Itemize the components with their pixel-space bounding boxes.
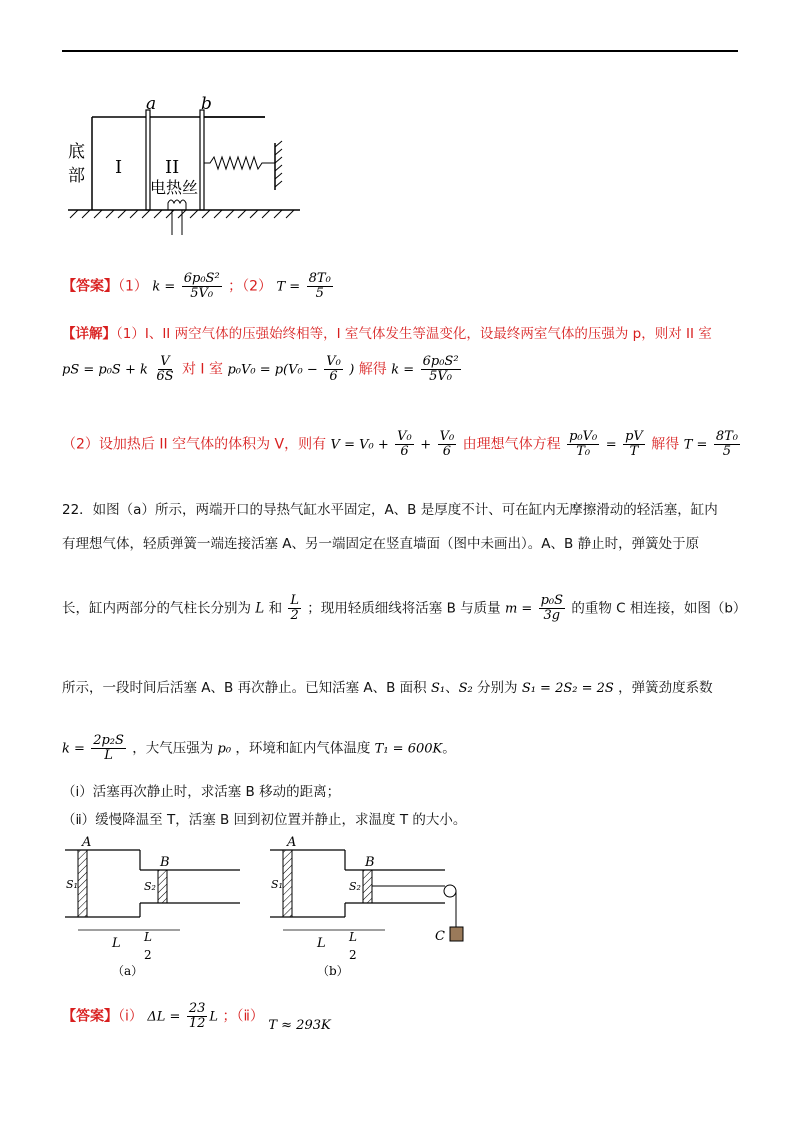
p0: p₀: [217, 741, 232, 757]
label-L-a: L: [112, 936, 121, 951]
figure-cylinder-heater: [60, 95, 300, 240]
frac-den: 5V₀: [429, 369, 452, 384]
frac-den: 12: [188, 1016, 206, 1031]
p3-and: 和: [268, 600, 283, 617]
answer2-sep: ；（ⅱ）: [222, 1008, 264, 1025]
detail-line1: [62, 322, 712, 342]
q22-para5: [62, 734, 456, 763]
k-lhs: k =: [391, 362, 415, 378]
v-frac1: [395, 430, 414, 459]
frac-num: 2p₂S: [93, 733, 124, 748]
frac-den: 5: [315, 286, 324, 301]
label-S1-b: S₁: [271, 878, 283, 891]
T-lhs: T =: [683, 437, 708, 453]
S2: S₂: [458, 681, 473, 696]
frac-num: V₀: [439, 429, 455, 444]
frac-den: 2: [290, 608, 299, 623]
label-L2-num-a: L: [144, 930, 152, 944]
label-L2-den-a: 2: [144, 948, 152, 962]
k-frac: [421, 355, 461, 384]
dun: 、: [445, 680, 459, 696]
eq2-frac: [324, 355, 343, 384]
frac-num: V₀: [397, 429, 412, 444]
frac-num: V₀: [326, 354, 341, 369]
v-frac2: [438, 430, 457, 459]
frac-num: 8T₀: [715, 429, 738, 444]
frac-den: T: [629, 444, 639, 459]
p3-frac: [288, 594, 301, 623]
to-room-I: 对 I 室: [181, 361, 223, 378]
m-lhs: m =: [504, 601, 533, 617]
frac-num: p₀V₀: [569, 429, 598, 444]
answer2-T: T ≈ 293K: [268, 1017, 331, 1033]
dL-frac: [187, 1002, 208, 1031]
detail-text1: （1）I、II 两空气体的压强始终相等，I 室气体发生等温变化，设最终两室气体的压强为 p，则对 II 室: [116, 326, 712, 342]
p5a: ，大气压强为: [132, 740, 214, 757]
answer-part1: （1）: [118, 278, 148, 295]
frac-den: 6: [329, 369, 338, 384]
frac-num: 6p₀S²: [183, 271, 220, 286]
p5c: 。: [442, 740, 456, 757]
detail-tag: 【详解】: [62, 326, 116, 342]
p3b: ；现用轻质细线将活塞 B 与质量: [307, 600, 501, 617]
q22-para3: [62, 594, 746, 623]
S1: S₁: [430, 681, 446, 696]
eq1: pS = p₀S + k: [62, 362, 148, 378]
answer1-k-lhs: k =: [152, 279, 176, 295]
label-B-a: B: [160, 855, 170, 870]
p4a: 所示，一段时间后活塞 A、B 再次静止。已知活塞 A、B 面积: [62, 680, 427, 696]
frac-den: 5V₀: [190, 286, 214, 301]
label-room-II: II: [165, 157, 180, 178]
answer-sep: ；（2）: [228, 278, 273, 295]
answer2-i: （ⅰ）: [118, 1008, 143, 1025]
label-S2-a: S₂: [144, 880, 156, 893]
k-lhs: k =: [62, 741, 85, 757]
q22-para1: 22．如图（a）所示，两端开口的导热气缸水平固定，A、B 是厚度不计、可在缸内无摩擦滑动的轻活塞，缸内: [62, 502, 718, 518]
frac-num: L: [290, 593, 299, 608]
frac-den: 3g: [543, 608, 561, 623]
eq2-close: ): [349, 362, 355, 378]
q22-sub-i: （ⅰ）活塞再次静止时，求活塞 B 移动的距离；: [62, 784, 341, 800]
q22-sub-ii: （ⅱ）缓慢降温至 T，活塞 B 回到初位置并静止，求温度 T 的大小。: [62, 812, 467, 828]
top-rule: [62, 50, 738, 52]
dL-lhs: ΔL =: [147, 1009, 181, 1025]
answer1-T-frac: [307, 272, 333, 301]
caption-a: （a）: [112, 964, 144, 978]
answer1-k-frac: [182, 272, 222, 301]
label-heater: 电热丝: [150, 178, 199, 197]
label-a: a: [146, 95, 157, 114]
plus: +: [420, 437, 432, 453]
frac-num: 6p₀S²: [422, 354, 459, 369]
solve-label-2: 解得: [651, 436, 680, 453]
ig-eq: =: [605, 437, 617, 453]
weight-C: [450, 927, 463, 941]
label-B-b: B: [365, 855, 375, 870]
label-base-1: 底: [68, 142, 85, 162]
frac-den: 5: [722, 444, 732, 459]
p3a: 长，缸内两部分的气柱长分别为: [62, 600, 251, 617]
T-frac: [714, 430, 740, 459]
frac-num: pV: [625, 429, 643, 444]
T1: T₁ = 600K: [374, 741, 443, 757]
k-frac: [91, 734, 126, 763]
detail-eq-line: [62, 355, 463, 384]
label-L-b: L: [317, 936, 326, 951]
frac-den: 6: [442, 444, 452, 459]
p4c: ，弹簧劲度系数: [618, 680, 713, 696]
frac-num: V: [160, 354, 170, 369]
ig-frac1: [567, 430, 599, 459]
solve-label: 解得: [358, 361, 387, 378]
frac-den: L: [104, 748, 113, 763]
figure-pistons-ab: [60, 835, 480, 980]
label-S2-b: S₂: [349, 880, 361, 893]
dL-L: L: [209, 1009, 219, 1025]
frac-num: 23: [188, 1001, 206, 1016]
answer1-T-lhs: T =: [276, 279, 301, 295]
frac-num: 8T₀: [308, 271, 331, 286]
answer-tag: 【答案】: [62, 278, 118, 295]
ideal-gas-label: 由理想气体方程: [462, 436, 561, 453]
label-room-I: I: [115, 157, 123, 178]
frac-den: 6S: [156, 369, 174, 384]
label-A-b: A: [287, 835, 297, 850]
frac-den: T₀: [576, 444, 591, 459]
frac-num: p₀S: [540, 593, 564, 608]
answer2-line: [62, 1002, 331, 1031]
answer2-tag: 【答案】: [62, 1008, 118, 1025]
m-frac: [539, 594, 565, 623]
p3c: 的重物 C 相连接，如图（b）: [571, 600, 747, 617]
frac-den: 6: [400, 444, 409, 459]
caption-b: （b）: [317, 964, 349, 978]
eq1-frac: [154, 355, 175, 384]
label-base-2: 部: [68, 166, 85, 186]
S-eq: S₁ = 2S₂ = 2S: [521, 681, 614, 696]
label-A-a: A: [82, 835, 92, 850]
q22-para2: 有理想气体，轻质弹簧一端连接活塞 A、另一端固定在竖直墙面（图中未画出）。A、B 静止时，弹簧处于原: [62, 536, 700, 552]
p4b: 分别为: [477, 680, 518, 696]
p5b: ，环境和缸内气体温度: [235, 740, 371, 757]
label-L2-den-b: 2: [349, 948, 357, 962]
label-L2-num-b: L: [349, 930, 357, 944]
detail-line2: [62, 430, 742, 459]
q22-para4: [62, 676, 713, 696]
label-b: b: [201, 95, 212, 114]
answer1-line: [62, 272, 335, 301]
eq2: p₀V₀ = p(V₀ −: [227, 362, 318, 378]
v-eq: V = V₀ +: [330, 437, 389, 453]
ig-frac2: [623, 430, 645, 459]
detail-text2: （2）设加热后 II 空气体的体积为 V，则有: [62, 436, 327, 453]
p3-L: L: [255, 600, 265, 617]
label-C: C: [435, 929, 445, 944]
label-S1-a: S₁: [66, 878, 78, 891]
